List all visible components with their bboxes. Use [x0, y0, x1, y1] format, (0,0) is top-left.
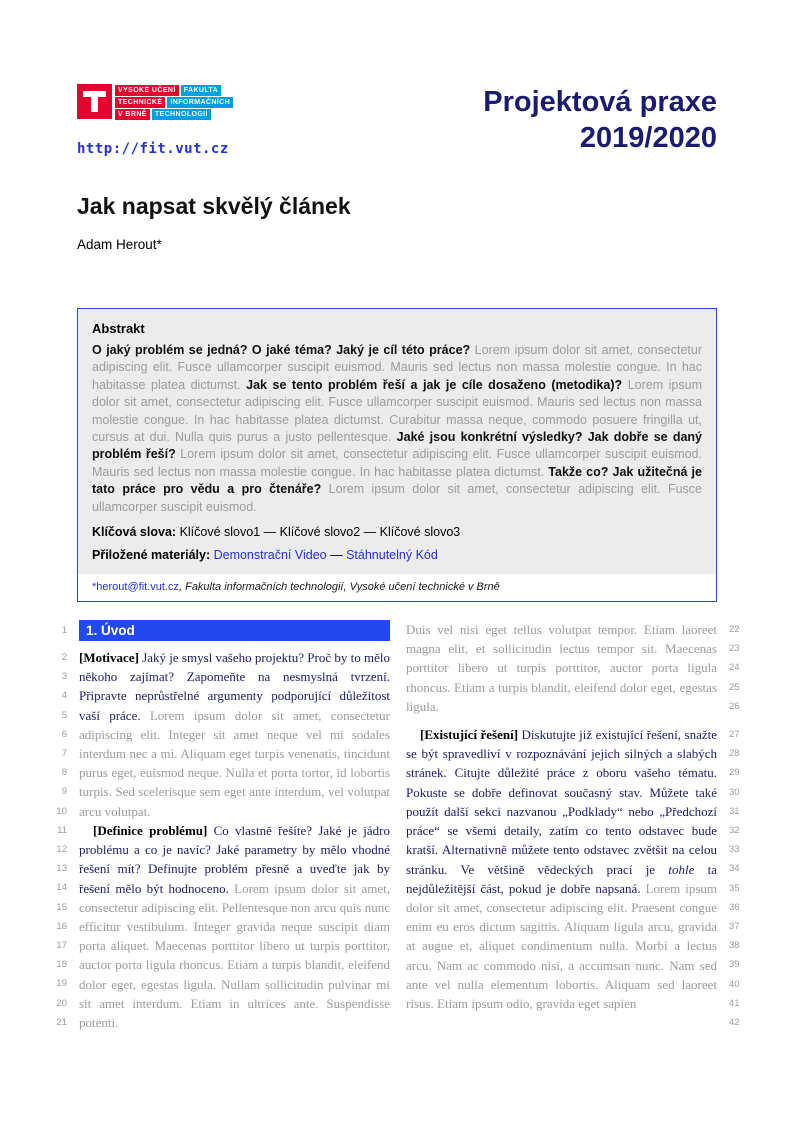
line-number: 17	[56, 940, 67, 952]
line-number: 36	[729, 901, 740, 913]
line-number: 3	[61, 671, 67, 683]
line-number: 28	[729, 748, 740, 760]
line-numbers	[729, 725, 749, 1032]
materials-label: Přiložené materiály:	[92, 548, 211, 563]
column-right	[406, 620, 749, 1032]
abstract-gray-area	[78, 309, 716, 574]
abstract-box	[77, 308, 717, 602]
abstract-question: Takže co? Jak užitečná je tato práce pro vědu a pro čtenáře?	[92, 464, 702, 497]
block-row	[47, 620, 390, 641]
abstract-filler: Lorem ipsum dolor sit amet, consectetur adipiscing elit. Fusce ullamcorper suscipit euismod. Mauris sed lectus non massa molestie congue. In hac habitasse platea dictumst. Curabitur massa neque, commodo posuere fringilla ut, cursus at dui. Nulla quis purus a justo pellentesque.	[92, 377, 702, 445]
body-columns	[47, 620, 747, 1032]
line-numbers	[47, 821, 67, 1032]
abstract-text	[92, 342, 702, 516]
line-number: 29	[729, 767, 740, 779]
paragraph-segment: ta nejdůležitější část, pokud je dobře napsaná.	[406, 861, 717, 896]
course-title-line2: 2019/2020	[579, 122, 717, 154]
line-number: 11	[57, 824, 67, 836]
line-number: 39	[729, 959, 740, 971]
column-left	[47, 620, 390, 1032]
author-name: Adam Herout*	[77, 237, 162, 252]
line-number: 37	[729, 920, 740, 932]
author-email-link[interactable]: *herout@fit.vut.cz	[92, 581, 179, 594]
fit-vut-logo	[77, 84, 233, 120]
paragraph	[406, 620, 717, 716]
paragraph	[79, 821, 390, 1032]
line-number: 34	[729, 863, 740, 875]
line-number: 10	[56, 805, 67, 817]
block-row	[406, 620, 749, 716]
line-number: 7	[61, 748, 67, 759]
paragraph-segment: Lorem ipsum dolor sit amet, consectetur adipiscing elit. Praesent congue enim eu eros dictum sagittis. Aliquam ligula arcu, gravida at augue et, aliquet condimentum nulla. Morbi a lectus arcu. Nam ac commodo nisi, a accumsan nunc. Nam sed ante vel nulla elementum lobortis. Aliquam sed laoreet risus. Etiam ipsum odio, gravida eget sapien	[406, 880, 718, 1011]
material-link[interactable]: Stáhnutelný Kód	[346, 548, 438, 563]
line-number: 22	[729, 624, 740, 636]
line-number: 42	[729, 1016, 740, 1028]
paragraph-segment: Lorem ipsum dolor sit amet, consectetur adipiscing elit. Integer sit amet neque vel mi sodales interdum nec a mi. Aliquam eget turpis venenatis, tincidunt purus eget, euismod neque. Nulla et porta tortor, id lobortis turpis. Sed scelerisque sem eget ante interdum, vel volutpat arcu volutpat.	[79, 707, 390, 819]
line-number: 8	[61, 767, 67, 779]
block-row	[47, 648, 390, 821]
paragraph-segment: Jaký je smysl vašeho projektu? Proč by to mělo někoho zajímat? Zapomeňte na nesmyslná tvrzení. Připravte neprůstřelné argumenty podporující důležitost vaší práce.	[79, 650, 390, 723]
paragraph-segment: tohle	[668, 861, 695, 877]
logo-row	[115, 97, 233, 108]
line-number: 23	[729, 643, 740, 655]
line-number: 12	[56, 844, 67, 856]
line-number: 24	[729, 662, 740, 674]
logo-column	[77, 84, 233, 157]
logo-text-rows	[115, 84, 233, 120]
paragraph-lead: [Definice problému]	[93, 822, 208, 838]
line-number: 5	[61, 709, 67, 721]
line-number: 20	[56, 997, 67, 1009]
line-number: 31	[729, 805, 740, 817]
logo-cell-fit: TECHNOLOGIÍ	[152, 109, 211, 120]
abstract-heading: Abstrakt	[92, 321, 145, 336]
line-number: 32	[729, 825, 740, 837]
fit-url-link[interactable]: http://fit.vut.cz	[77, 141, 229, 157]
line-number: 2	[61, 652, 67, 664]
line-number: 14	[56, 882, 67, 894]
logo-cell-vut: VYSOKÉ UČENÍ	[115, 85, 179, 96]
line-number: 15	[56, 901, 67, 913]
line-number: 33	[729, 844, 740, 856]
logo-row	[115, 85, 233, 96]
line-number: 6	[61, 728, 67, 740]
line-number: 25	[729, 681, 740, 693]
course-title-line1: Projektová praxe	[483, 86, 717, 118]
author-affiliation: , Fakulta informačních technologií, Vysoké učení technické v Brně	[178, 581, 500, 594]
line-number: 26	[729, 700, 740, 712]
abstract-filler: Lorem ipsum dolor sit amet, consectetur adipiscing elit. Fusce ullamcorper suscipit euismod. Mauris sed lectus non massa molestie congue. In hac habitasse platea dictumst.	[92, 447, 702, 479]
keywords-label: Klíčová slova:	[92, 525, 177, 540]
block-row	[406, 725, 749, 1032]
logo-cell-fit: INFORMAČNÍCH	[167, 97, 233, 108]
abstract-question: Jak se tento problém řeší a jak je cíle dosaženo (metodika)?	[246, 377, 623, 392]
article-title: Jak napsat skvělý článek	[77, 193, 351, 219]
keywords-value: Klíčové slovo1 — Klíčové slovo2 — Klíčové slovo3	[179, 525, 461, 540]
line-number: 1	[61, 625, 67, 637]
paragraph-segment: Duis vel nisi eget tellus volutpat tempor. Etiam laoreet magna elit, et sollicitudin lectus tempor sit. Maecenas porttitor libero ut turpis porttitor, auctor porta ligula rhoncus. Etiam a turpis blandit, eleifend dolor eget, egestas ligula.	[406, 622, 717, 714]
line-number: 35	[729, 882, 740, 894]
line-number: 21	[56, 1016, 67, 1028]
abstract-question: Jaké jsou konkrétní výsledky? Jak dobře se daný problém řeší?	[92, 430, 702, 462]
logo-cell-vut: V BRNĚ	[115, 109, 150, 120]
paragraph-segment: Lorem ipsum dolor sit amet, consectetur adipiscing elit. Pellentesque non arcu quis nunc efficitur vestibulum. Integer gravida neque suscipit diam porta aliquet. Maecenas porttitor libero ut turpis porttitor, auctor porta ligula rhoncus. Etiam a turpis blandit, eleifend dolor eget, egestas ligula. Nullam sollicitudin pulvinar mi sit amet interdum. Etiam in ultrices ante. Suspendisse potenti.	[79, 880, 391, 1030]
paragraph	[79, 648, 390, 821]
line-numbers	[47, 648, 67, 821]
paragraph	[406, 725, 717, 1032]
section-heading: 1. Úvod	[79, 620, 390, 641]
logo-row	[115, 109, 233, 120]
paragraph-lead: [Existující řešení]	[420, 727, 519, 743]
keywords-line	[92, 525, 702, 539]
abstract-filler: Lorem ipsum dolor sit amet, consectetur adipiscing elit. Fusce ullamcorper suscipit euismod. Mauris sed lectus non massa molestie congue. In hac habitasse platea dictumst.	[92, 343, 702, 392]
line-number: 18	[56, 959, 67, 971]
paragraph-lead: [Motivace]	[79, 650, 139, 666]
line-number: 19	[56, 978, 67, 990]
line-number: 40	[729, 978, 740, 990]
line-number: 27	[729, 729, 740, 741]
line-number: 16	[56, 920, 67, 932]
line-number: 4	[61, 690, 67, 702]
line-number: 41	[729, 997, 740, 1009]
materials-line	[92, 548, 702, 562]
abstract-question: O jaký problém se jedná? O jaké téma? Jaký je cíl této práce?	[92, 343, 471, 357]
line-number: 38	[729, 940, 740, 952]
course-title	[483, 84, 717, 156]
line-number: 9	[61, 786, 67, 798]
logo-cell-fit: FAKULTA	[181, 85, 221, 96]
author-footnote	[78, 574, 716, 601]
paragraph-segment: Co vlastně řešíte? Jaké je jádro problému a co je navíc? Jaké parametry by mělo vhodné řešení mít? Definujte problém přesně a uveďte jak by řešení mělo být hodnoceno.	[79, 822, 391, 896]
vut-t-icon	[77, 84, 112, 119]
material-link[interactable]: Demonstrační Video	[213, 548, 327, 563]
materials-links: Demonstrační Video — Stáhnutelný Kód	[213, 548, 438, 563]
page-header	[77, 84, 717, 157]
line-numbers	[47, 620, 67, 641]
line-number: 30	[729, 786, 740, 798]
line-numbers	[729, 620, 749, 716]
line-number: 13	[56, 863, 67, 875]
abstract-filler: Lorem ipsum dolor sit amet, consectetur adipiscing elit. Fusce ullamcorper suscipit euismod.	[92, 482, 702, 514]
block-row	[47, 821, 390, 1032]
paragraph-segment: Diskutujte již existující řešení, snažte se být spravedliví v rozpoznávání jejich silných a slabých stránek. Citujte důležité práce z oboru vašeho tématu. Pokuste se dobře definovat současný stav. Můžete také použít další sekci nazvanou „Podklady“ nebo „Předchozí práce“ se všemi detaily, zatím co tento odstavec bude kratší. Alternativně můžete tento odstavec zvětšit na celou stránku. Ve většině vědeckých prací je	[406, 727, 717, 877]
logo-cell-vut: TECHNICKÉ	[115, 97, 165, 108]
